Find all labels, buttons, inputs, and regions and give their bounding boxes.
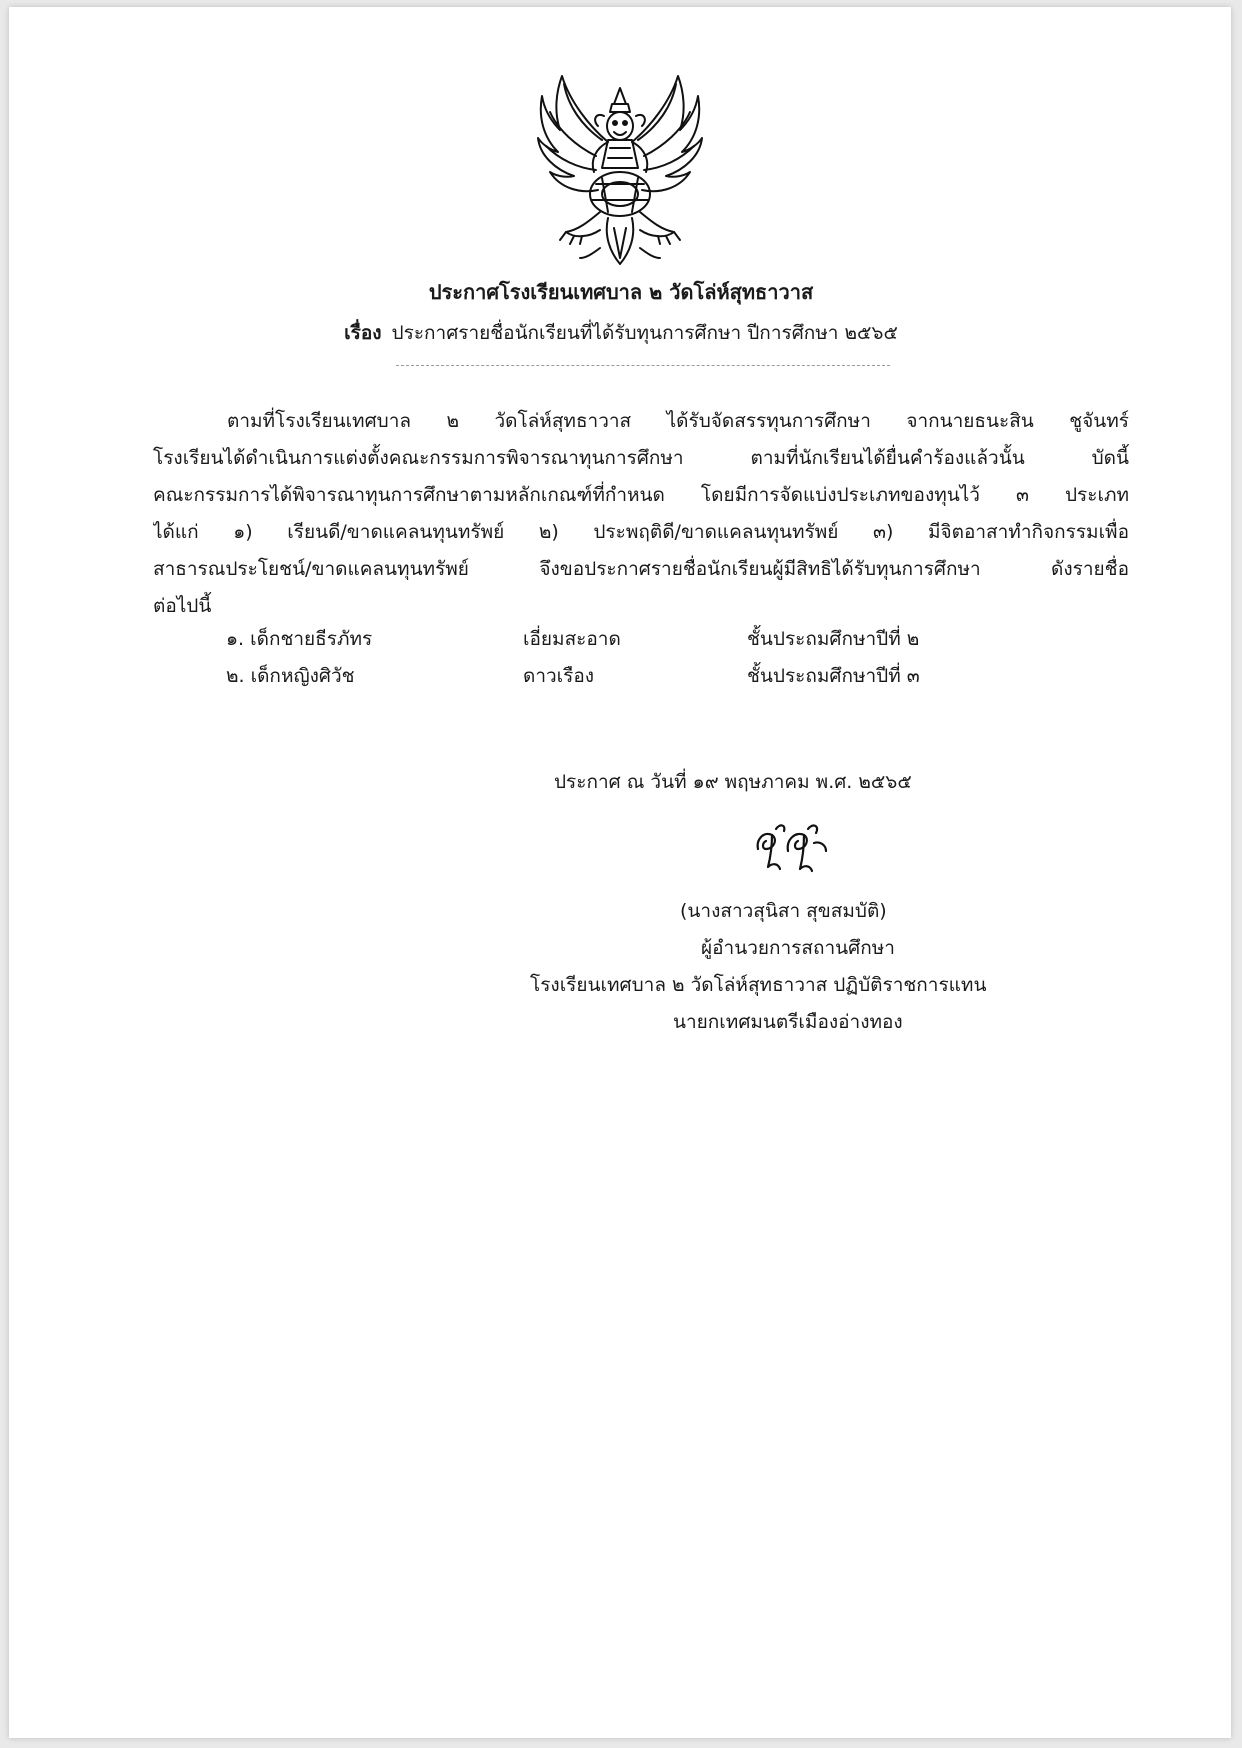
announcement-body <box>153 403 1129 625</box>
recipient-grade: ชั้นประถมศึกษาปีที่ ๒ <box>747 628 920 650</box>
signer-name: (นางสาวสุนิสา สุขสมบัติ) <box>680 900 887 922</box>
announcement-title: ประกาศโรงเรียนเทศบาล ๒ วัดโล่ห์สุทธาวาส <box>428 280 814 304</box>
recipient-surname: เอี่ยมสะอาด <box>523 628 621 650</box>
recipient-row <box>226 661 1026 698</box>
body-line: ตามที่โรงเรียนเทศบาล ๒ วัดโล่ห์สุทธาวาส ได้รับจัดสรรทุนการศึกษา จากนายธนะสิน ชูจันทร์ <box>227 410 1129 432</box>
garuda-emblem-icon <box>530 72 710 268</box>
announcement-subject <box>0 318 1242 348</box>
body-line: คณะกรรมการได้พิจารณาทุนการศึกษาตามหลักเกณฑ์ที่กำหนด โดยมีการจัดแบ่งประเภทของทุนไว้ ๓ ประเภท <box>153 484 1129 506</box>
announcement-date: ประกาศ ณ วันที่ ๑๙ พฤษภาคม พ.ศ. ๒๕๖๕ <box>554 771 912 793</box>
subject-label: เรื่อง <box>344 322 382 344</box>
recipient-row <box>226 624 1026 661</box>
handwritten-signature <box>752 819 832 875</box>
body-line: ต่อไปนี้ <box>153 595 212 617</box>
body-line: สาธารณประโยชน์/ขาดแคลนทุนทรัพย์ จึงขอประกาศรายชื่อนักเรียนผู้มีสิทธิได้รับทุนการศึกษา ดังรายชื่อ <box>153 558 1129 580</box>
body-line: โรงเรียนได้ดำเนินการแต่งตั้งคณะกรรมการพิจารณาทุนการศึกษา ตามที่นักเรียนได้ยื่นคำร้องแล้วนั้น บัดนี้ <box>153 447 1129 469</box>
subject-text: ประกาศรายชื่อนักเรียนที่ได้รับทุนการศึกษา ปีการศึกษา ๒๕๖๕ <box>391 322 898 344</box>
signer-position: นายกเทศมนตรีเมืองอ่างทอง <box>673 1011 903 1033</box>
signer-position: ผู้อำนวยการสถานศึกษา <box>701 937 895 959</box>
recipient-surname: ดาวเรือง <box>523 665 595 687</box>
recipient-grade: ชั้นประถมศึกษาปีที่ ๓ <box>747 665 920 687</box>
recipient-name: ๑. เด็กชายธีรภัทร <box>226 628 373 650</box>
recipient-name: ๒. เด็กหญิงศิวัช <box>226 665 355 687</box>
body-line: ได้แก่ ๑) เรียนดี/ขาดแคลนทุนทรัพย์ ๒) ประพฤติดี/ขาดแคลนทุนทรัพย์ ๓) มีจิตอาสาทำกิจกรรมเพื่อ <box>153 521 1129 543</box>
signer-position: โรงเรียนเทศบาล ๒ วัดโล่ห์สุทธาวาส ปฏิบัติราชการแทน <box>530 974 987 996</box>
dashed-divider <box>396 365 890 366</box>
recipient-list <box>226 624 1026 698</box>
